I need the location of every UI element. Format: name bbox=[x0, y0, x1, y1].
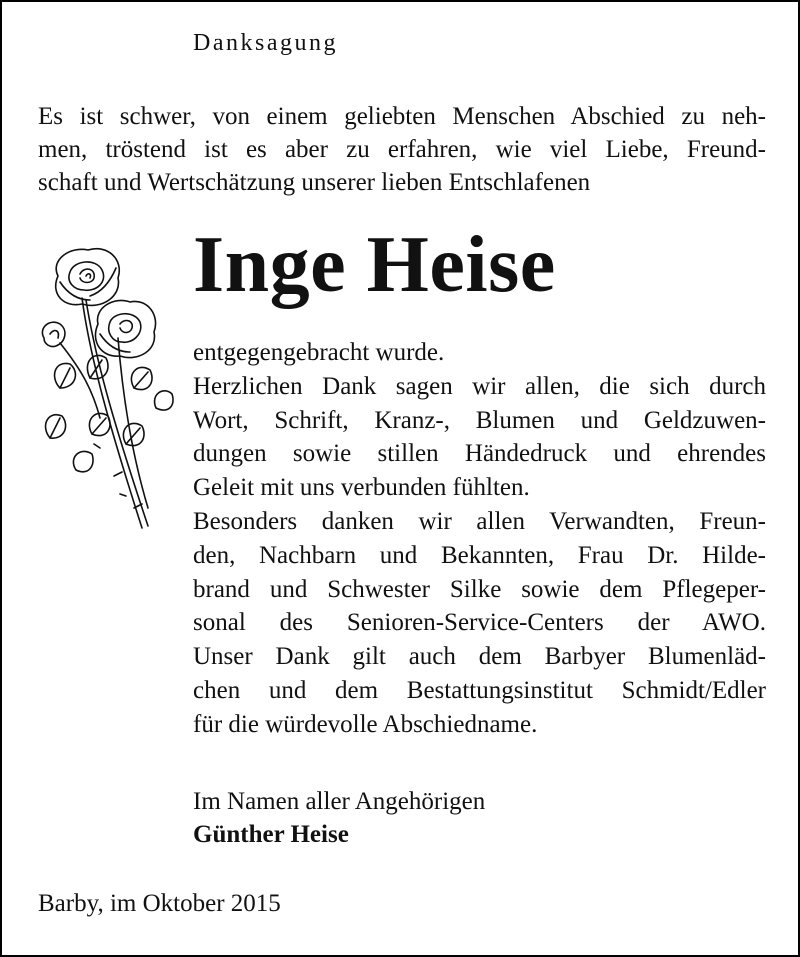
place-date: Barby, im Oktober 2015 bbox=[38, 890, 281, 917]
body-line: Unser Dank gilt auch dem Barbyer Blumenläd- bbox=[193, 643, 766, 671]
deceased-name: Inge Heise bbox=[193, 221, 556, 309]
intro-line: Es ist schwer, von einem geliebten Menschen Abschied zu neh- bbox=[38, 103, 766, 130]
body-line: brand und Schwester Silke sowie dem Pflegeper- bbox=[193, 575, 766, 603]
body-line: Wort, Schrift, Kranz-, Blumen und Geldzuwen- bbox=[193, 406, 766, 434]
intro-line: men, tröstend ist es aber zu erfahren, wie viel Liebe, Freund- bbox=[38, 136, 766, 163]
body-line: den, Nachbarn und Bekannten, Frau Dr. Hilde- bbox=[193, 541, 766, 569]
body-paragraph bbox=[193, 336, 766, 742]
signer-name: Günther Heise bbox=[193, 821, 349, 848]
closing-block bbox=[193, 785, 485, 851]
intro-line: schaft und Wertschätzung unserer lieben Entschlafenen bbox=[38, 169, 591, 196]
body-line: Besonders danken wir allen Verwandten, Freun- bbox=[193, 507, 766, 535]
intro-paragraph bbox=[38, 100, 766, 199]
closing-text: Im Namen aller Angehörigen bbox=[193, 788, 486, 815]
body-line: entgegengebracht wurde. bbox=[193, 339, 445, 366]
body-line: Geleit mit uns verbunden fühlten. bbox=[193, 474, 530, 502]
body-line: chen und dem Bestattungsinstitut Schmidt/Edler bbox=[193, 676, 766, 704]
heading: Danksagung bbox=[193, 30, 338, 56]
body-line: für die würdevolle Abschiedname. bbox=[193, 710, 538, 738]
body-line: sonal des Senioren-Service-Centers der AWO. bbox=[193, 609, 766, 637]
body-line: dungen sowie stillen Händedruck und ehrendes bbox=[193, 440, 766, 468]
body-line: Herzlichen Dank sagen wir allen, die sich durch bbox=[193, 372, 766, 400]
rose-icon bbox=[30, 238, 175, 538]
